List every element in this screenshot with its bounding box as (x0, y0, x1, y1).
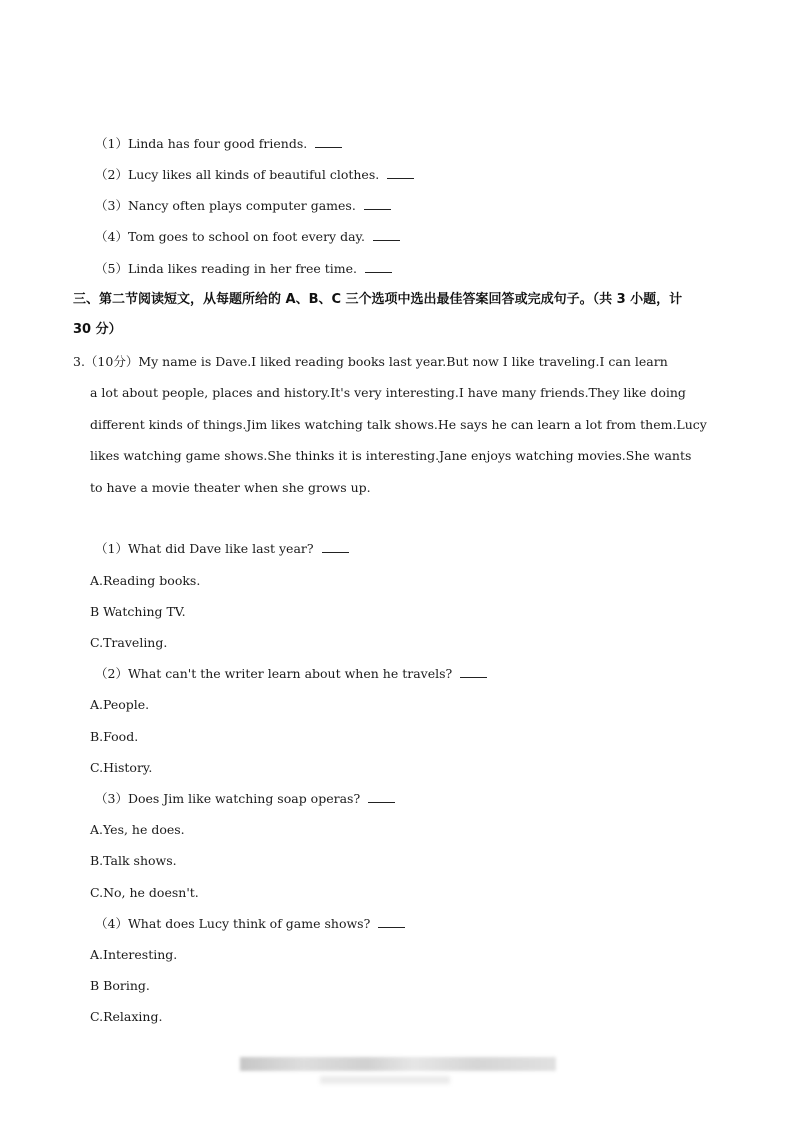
statement-text: （1）Linda has four good friends. (95, 136, 308, 151)
answer-blank[interactable] (364, 197, 391, 210)
answer-blank[interactable] (460, 665, 487, 678)
statement-text: （4）Tom goes to school on foot every day. (95, 229, 365, 244)
option-a[interactable]: A.Yes, he does. (90, 822, 185, 837)
option-c[interactable]: C.Relaxing. (90, 1009, 163, 1024)
section-heading: 三、第二节阅读短文，从每题所给的 A、B、C 三个选项中选出最佳答案回答或完成句子。（共 3 小题，计 (73, 292, 683, 307)
option-c[interactable]: C.Traveling. (90, 635, 168, 650)
statement-2 (95, 166, 414, 184)
question-3 (95, 790, 395, 808)
option-c[interactable]: C.History. (90, 760, 153, 775)
passage-line-3: different kinds of things.Jim likes watching talk shows.He says he can learn a lot from them.Lucy (90, 417, 707, 432)
passage-line-1: 3.（10分）My name is Dave.I liked reading books last year.But now I like traveling.I can learn (73, 354, 668, 369)
section-heading-cont: 30 分） (73, 322, 122, 337)
answer-blank[interactable] (368, 790, 395, 803)
option-c[interactable]: C.No, he doesn't. (90, 885, 199, 900)
answer-blank[interactable] (322, 540, 349, 553)
blurred-footer-watermark (240, 1057, 556, 1071)
question-1 (95, 540, 349, 558)
answer-blank[interactable] (365, 260, 392, 273)
passage-line-4: likes watching game shows.She thinks it is interesting.Jane enjoys watching movies.She wants (90, 448, 692, 463)
answer-blank[interactable] (315, 135, 342, 148)
option-a[interactable]: A.Reading books. (90, 573, 201, 588)
option-b[interactable]: B.Food. (90, 729, 139, 744)
answer-blank[interactable] (387, 166, 414, 179)
question-2 (95, 665, 487, 683)
question-4 (95, 915, 405, 933)
statement-5 (95, 260, 392, 278)
option-b[interactable]: B Boring. (90, 978, 150, 993)
answer-blank[interactable] (373, 228, 400, 241)
option-b[interactable]: B Watching TV. (90, 604, 186, 619)
passage-line-5: to have a movie theater when she grows up. (90, 480, 371, 495)
statement-3 (95, 197, 391, 215)
answer-blank[interactable] (378, 915, 405, 928)
option-a[interactable]: A.People. (90, 697, 150, 712)
statement-text: （5）Linda likes reading in her free time. (95, 261, 357, 276)
statement-text: （2）Lucy likes all kinds of beautiful clothes. (95, 167, 380, 182)
question-text: （3）Does Jim like watching soap operas? (95, 791, 361, 806)
question-text: （2）What can't the writer learn about when he travels? (95, 666, 453, 681)
option-a[interactable]: A.Interesting. (90, 947, 178, 962)
option-b[interactable]: B.Talk shows. (90, 853, 177, 868)
question-text: （1）What did Dave like last year? (95, 541, 314, 556)
blurred-footer-watermark-2 (320, 1076, 450, 1084)
statement-1 (95, 135, 342, 153)
passage-line-2: a lot about people, places and history.It's very interesting.I have many friends.They like doing (90, 385, 686, 400)
statement-text: （3）Nancy often plays computer games. (95, 198, 356, 213)
question-text: （4）What does Lucy think of game shows? (95, 916, 371, 931)
statement-4 (95, 228, 400, 246)
